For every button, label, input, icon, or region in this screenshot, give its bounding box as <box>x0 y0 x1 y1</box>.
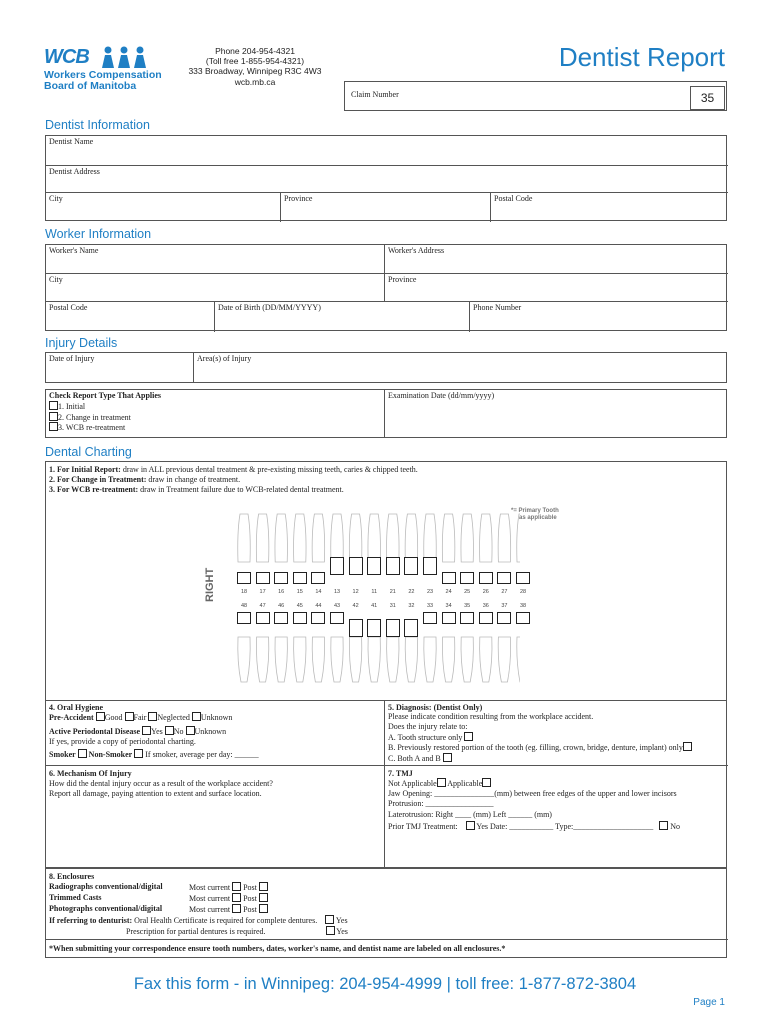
instr1-text: draw in ALL previous dental treatment & pre-existing missing teeth, caries & chipped teeth. <box>120 465 418 474</box>
tooth-box-31[interactable] <box>386 619 400 637</box>
tmj-app-checkbox[interactable] <box>482 778 491 787</box>
tmj-prior-label: Prior TMJ Treatment: <box>388 822 458 831</box>
smoker-label: Smoker <box>49 750 76 759</box>
radio-post-checkbox[interactable] <box>259 882 268 891</box>
enclosures-heading: 8. Enclosures <box>49 872 95 881</box>
tmj-applicable-row <box>388 778 491 789</box>
injury-details-heading: Injury Details <box>45 336 118 350</box>
dental-chart-area <box>45 461 727 701</box>
tmj-prior-no-label: No <box>670 822 681 831</box>
primary-note-1: *= Primary Tooth <box>511 508 559 514</box>
report-type-cell <box>46 390 385 437</box>
worker-dob-label: Date of Birth (DD/MM/YYYY) <box>218 303 321 312</box>
worker-phone-label: Phone Number <box>473 303 522 312</box>
photos-most-checkbox[interactable] <box>232 904 241 913</box>
perio-unknown-checkbox[interactable] <box>186 726 195 735</box>
tooth-box-38[interactable] <box>516 612 530 624</box>
form-number: 35 <box>700 91 715 105</box>
worker-city-label: City <box>49 275 63 284</box>
tooth-box-34[interactable] <box>442 612 456 624</box>
partial-dentures-checkbox[interactable] <box>326 926 335 935</box>
dentist-city-field[interactable] <box>46 193 281 222</box>
mechanism-line2: Report all damage, paying attention to extent and surface location. <box>49 789 262 798</box>
nonsmoker-checkbox[interactable] <box>134 749 143 758</box>
tooth-number-25: 25 <box>464 589 471 595</box>
instr3-text: draw in Treatment failure due to WCB-related dental treatment. <box>138 485 344 494</box>
tooth-box-17[interactable] <box>256 572 270 584</box>
partial-label: Prescription for partial dentures is required. <box>126 927 266 936</box>
enclosures-note: *When submitting your correspondence ensure tooth numbers, dates, worker's name, and dentist name are labeled on all enclosures.* <box>49 944 506 953</box>
teeth-diagram <box>230 502 520 692</box>
mechanism-line1: How did the dental injury occur as a result of the workplace accident? <box>49 779 273 788</box>
diagnosis-a-checkbox[interactable] <box>464 732 473 741</box>
instr2-bold: 2. For Change in Treatment: <box>49 475 147 484</box>
change-checkbox[interactable] <box>49 412 58 421</box>
diagnosis-b-label: B. Previously restored portion of the tooth (eg. filling, crown, bridge, denture, implant) only <box>388 743 683 752</box>
diagnosis-a-label: A. Tooth structure only <box>388 733 463 742</box>
tooth-box-42[interactable] <box>349 619 363 637</box>
dentist-address-field[interactable] <box>46 166 728 193</box>
perio-yes-label: Yes <box>151 727 163 736</box>
sections-grid <box>45 700 727 868</box>
tooth-box-12[interactable] <box>349 557 363 575</box>
report-type-retreat[interactable] <box>49 422 381 433</box>
instr1-bold: 1. For Initial Report: <box>49 465 121 474</box>
tooth-box-22[interactable] <box>404 557 418 575</box>
contact-block <box>180 46 330 87</box>
tooth-number-38: 38 <box>519 603 527 609</box>
smoker-row <box>49 749 259 760</box>
charting-instruction-3 <box>49 485 344 495</box>
tooth-number-26: 26 <box>482 589 489 595</box>
tooth-box-32[interactable] <box>404 619 418 637</box>
fax-footer: Fax this form - in Winnipeg: 204-954-4999 | toll free: 1-877-872-3804 <box>133 975 637 993</box>
tmj-jaw-opening: Jaw Opening: _______________(mm) between free edges of the upper and lower incisors <box>388 789 677 798</box>
worker-dob-field[interactable] <box>215 302 470 332</box>
tooth-box-16[interactable] <box>274 572 288 584</box>
change-label: 2. Change in treatment <box>58 412 131 422</box>
tooth-box-24[interactable] <box>442 572 456 584</box>
radio-most-checkbox[interactable] <box>232 882 241 891</box>
injury-areas-label: Area(s) of Injury <box>197 354 252 363</box>
page-title: Dentist Report <box>558 42 725 72</box>
casts-post-checkbox[interactable] <box>259 893 268 902</box>
nonsmoker-label: Non-Smoker <box>88 750 133 759</box>
tooth-number-18: 18 <box>240 589 248 595</box>
tooth-box-14[interactable] <box>311 572 325 584</box>
report-type-table <box>45 389 727 438</box>
radiographs-label: Radiographs conventional/digital <box>49 882 163 891</box>
neglected-label: Neglected <box>157 713 190 722</box>
pre-accident-row <box>49 712 232 723</box>
right-side-label: RIGHT <box>204 567 216 602</box>
tooth-box-41[interactable] <box>367 619 381 637</box>
worker-info-table <box>45 244 727 331</box>
enclosures-section <box>45 868 727 958</box>
logo-line1: Workers Compensation <box>44 69 162 81</box>
retreatment-label: 3. WCB re-treatment <box>58 423 126 433</box>
dentist-name-label: Dentist Name <box>49 137 94 146</box>
worker-name-label: Worker's Name <box>49 246 99 255</box>
tooth-number-16: 16 <box>278 589 285 595</box>
worker-postal-label: Postal Code <box>49 303 88 312</box>
tooth-number-36: 36 <box>482 603 489 609</box>
logo-line2: Board of Manitoba <box>44 80 137 92</box>
charting-instruction-1 <box>49 465 418 475</box>
tooth-number-47: 47 <box>259 603 266 609</box>
tooth-number-21: 21 <box>389 589 396 595</box>
tooth-box-33[interactable] <box>423 612 437 624</box>
diagnosis-c-row <box>388 753 452 764</box>
tooth-box-13[interactable] <box>330 557 344 575</box>
smoker-checkbox[interactable] <box>78 749 87 758</box>
diagnosis-c-label: C. Both A and B <box>388 754 441 763</box>
tooth-number-27: 27 <box>501 589 508 595</box>
tooth-box-48[interactable] <box>237 612 251 624</box>
tooth-box-15[interactable] <box>293 572 307 584</box>
tooth-number-32: 32 <box>408 603 415 609</box>
diagnosis-line1: Please indicate condition resulting from the workplace accident. <box>388 712 594 721</box>
dentist-province-field[interactable] <box>281 193 491 222</box>
injury-date-table <box>45 352 727 383</box>
tooth-box-11[interactable] <box>367 557 381 575</box>
tooth-number-48: 48 <box>240 603 248 609</box>
dentist-address-label: Dentist Address <box>49 167 100 176</box>
tooth-number-31: 31 <box>389 603 396 609</box>
tooth-box-26[interactable] <box>479 572 493 584</box>
tooth-number-35: 35 <box>464 603 471 609</box>
worker-province-label: Province <box>388 275 417 284</box>
tooth-box-25[interactable] <box>460 572 474 584</box>
tooth-number-11: 11 <box>371 589 378 595</box>
dentist-name-field[interactable] <box>46 136 728 166</box>
logo-figures-icon <box>98 46 168 68</box>
contact-address: 333 Broadway, Winnipeg R3C 4W3 <box>188 66 322 77</box>
tmj-prior-no-checkbox[interactable] <box>659 821 668 830</box>
perio-yes-checkbox[interactable] <box>142 726 151 735</box>
photos-options <box>189 904 268 915</box>
diagnosis-heading: 5. Diagnosis: (Dentist Only) <box>388 703 483 712</box>
tooth-number-14: 14 <box>315 589 322 595</box>
injury-date-field[interactable] <box>46 353 194 382</box>
dentist-info-heading: Dentist Information <box>45 118 150 132</box>
dentist-city-label: City <box>49 194 63 203</box>
mechanism-heading: 6. Mechanism Of Injury <box>49 769 132 778</box>
tooth-number-41: 41 <box>371 603 378 609</box>
partial-row <box>126 926 348 937</box>
perio-unknown-label: Unknown <box>194 727 227 736</box>
retreatment-checkbox[interactable] <box>49 422 58 431</box>
tooth-box-43[interactable] <box>330 612 344 624</box>
worker-phone-field[interactable] <box>470 302 728 332</box>
perio-label: Active Periodontal Disease <box>49 727 141 736</box>
tooth-number-45: 45 <box>296 603 303 609</box>
tooth-box-18[interactable] <box>237 572 251 584</box>
tmj-prior-yes-label: Yes Date: ___________ Type:____________________ <box>476 822 654 831</box>
radio-most-label: Most current <box>189 883 231 892</box>
tooth-number-44: 44 <box>315 603 322 609</box>
oral-hygiene-heading: 4. Oral Hygiene <box>49 703 103 712</box>
fair-label: Fair <box>133 713 147 722</box>
exam-date-field[interactable] <box>385 390 726 437</box>
unknown-checkbox[interactable] <box>192 712 201 721</box>
perio-row <box>49 726 226 737</box>
contact-web: wcb.mb.ca <box>234 76 276 87</box>
dentist-province-label: Province <box>284 194 313 203</box>
tmj-app-label: Applicable <box>447 779 483 788</box>
perio-no-checkbox[interactable] <box>165 726 174 735</box>
tooth-number-28: 28 <box>519 589 527 595</box>
report-type-initial[interactable] <box>49 401 381 412</box>
diagnosis-b-row <box>388 742 692 753</box>
complete-yes-label: Yes <box>335 916 348 925</box>
tooth-number-46: 46 <box>278 603 285 609</box>
perio-copy-note: If yes, provide a copy of periodontal charting. <box>49 737 196 746</box>
fair-checkbox[interactable] <box>125 712 134 721</box>
injury-date-label: Date of Injury <box>49 354 95 363</box>
primary-note-2: as applicable <box>519 514 557 521</box>
tmj-na-label: Not Applicable <box>388 779 437 788</box>
tooth-box-23[interactable] <box>423 557 437 575</box>
contact-phone: Phone 204-954-4321 <box>215 46 295 56</box>
worker-address-label: Worker's Address <box>388 246 445 255</box>
worker-name-field[interactable] <box>46 245 385 274</box>
photos-post-label: Post <box>243 905 257 914</box>
form-number-box <box>690 86 725 110</box>
worker-province-field[interactable] <box>385 274 728 302</box>
dentist-postal-field[interactable] <box>491 193 728 222</box>
injury-areas-field[interactable] <box>194 353 726 382</box>
tooth-number-12: 12 <box>352 589 359 595</box>
tooth-box-44[interactable] <box>311 612 325 624</box>
diagnosis-c-checkbox[interactable] <box>443 753 452 762</box>
wcb-logo <box>44 46 174 92</box>
unknown-label: Unknown <box>200 713 233 722</box>
dentist-info-table <box>45 135 727 221</box>
claim-number-label: Claim Number <box>351 90 399 99</box>
tmj-prior-yes-checkbox[interactable] <box>466 821 475 830</box>
tmj-laterotrusion: Laterotrusion: Right ____ (mm) Left ______ (mm) <box>388 810 552 819</box>
pre-accident-label: Pre-Accident <box>49 713 94 722</box>
tooth-number-42: 42 <box>352 603 359 609</box>
good-label: Good <box>104 713 123 722</box>
diagnosis-line2: Does the injury relate to: <box>388 722 468 731</box>
tooth-box-47[interactable] <box>256 612 270 624</box>
tooth-number-23: 23 <box>426 589 434 595</box>
tooth-number-43: 43 <box>333 603 341 609</box>
denturist-label: If referring to denturist: <box>49 916 133 925</box>
photos-post-checkbox[interactable] <box>259 904 268 913</box>
smoker-average-label: If smoker, average per day: ______ <box>145 750 259 759</box>
denturist-row <box>49 915 348 926</box>
casts-most-label: Most current <box>189 894 231 903</box>
tooth-number-24: 24 <box>445 589 452 595</box>
report-type-label: Check Report Type That Applies <box>49 391 162 400</box>
worker-postal-field[interactable] <box>46 302 215 332</box>
tooth-box-45[interactable] <box>293 612 307 624</box>
logo-abbr: WCB <box>44 46 89 68</box>
contact-tollfree: (Toll free 1-855-954-4321) <box>205 56 305 67</box>
perio-no-label: No <box>173 727 184 736</box>
tooth-box-37[interactable] <box>497 612 511 624</box>
tooth-number-37: 37 <box>501 603 508 609</box>
tooth-box-36[interactable] <box>479 612 493 624</box>
good-checkbox[interactable] <box>96 712 105 721</box>
tooth-number-15: 15 <box>296 589 303 595</box>
tooth-number-34: 34 <box>445 603 452 609</box>
casts-options <box>189 893 268 904</box>
photographs-label: Photographs conventional/digital <box>49 904 163 913</box>
tmj-protrusion: Protrusion: _________________ <box>388 799 494 808</box>
tooth-box-27[interactable] <box>497 572 511 584</box>
tooth-number-17: 17 <box>259 589 266 595</box>
dentist-postal-label: Postal Code <box>494 194 533 203</box>
instr3-bold: 3. For WCB re-treatment: <box>49 485 139 494</box>
radio-post-label: Post <box>243 883 257 892</box>
exam-date-label: Examination Date (dd/mm/yyyy) <box>388 391 495 400</box>
trimmed-casts-label: Trimmed Casts <box>49 893 102 902</box>
casts-post-label: Post <box>243 894 257 903</box>
partial-yes-label: Yes <box>336 927 348 936</box>
tooth-box-21[interactable] <box>386 557 400 575</box>
tooth-number-22: 22 <box>408 589 415 595</box>
instr2-text: draw in change of treatment. <box>146 475 241 484</box>
claim-number-field[interactable] <box>344 81 727 111</box>
tooth-number-33: 33 <box>426 603 434 609</box>
tmj-prior-row <box>388 821 680 832</box>
tooth-box-35[interactable] <box>460 612 474 624</box>
initial-label: 1. Initial <box>58 401 86 411</box>
worker-city-field[interactable] <box>46 274 385 302</box>
charting-instruction-2 <box>49 475 240 485</box>
worker-address-field[interactable] <box>385 245 728 274</box>
radiographs-options <box>189 882 268 893</box>
page-number: Page 1 <box>693 997 725 1008</box>
complete-dentures-checkbox[interactable] <box>325 915 334 924</box>
initial-checkbox[interactable] <box>49 401 58 410</box>
dental-charting-heading: Dental Charting <box>45 445 132 459</box>
tooth-box-28[interactable] <box>516 572 530 584</box>
diagnosis-a-row <box>388 732 473 743</box>
photos-most-label: Most current <box>189 905 231 914</box>
tooth-box-46[interactable] <box>274 612 288 624</box>
diagnosis-b-checkbox[interactable] <box>683 742 692 751</box>
tooth-number-13: 13 <box>333 589 341 595</box>
worker-info-heading: Worker Information <box>45 227 152 241</box>
casts-most-checkbox[interactable] <box>232 893 241 902</box>
tmj-heading: 7. TMJ <box>388 769 413 778</box>
report-type-change[interactable] <box>49 412 381 423</box>
tmj-na-checkbox[interactable] <box>437 778 446 787</box>
denturist-text: Oral Health Certificate is required for complete dentures. <box>132 916 318 925</box>
